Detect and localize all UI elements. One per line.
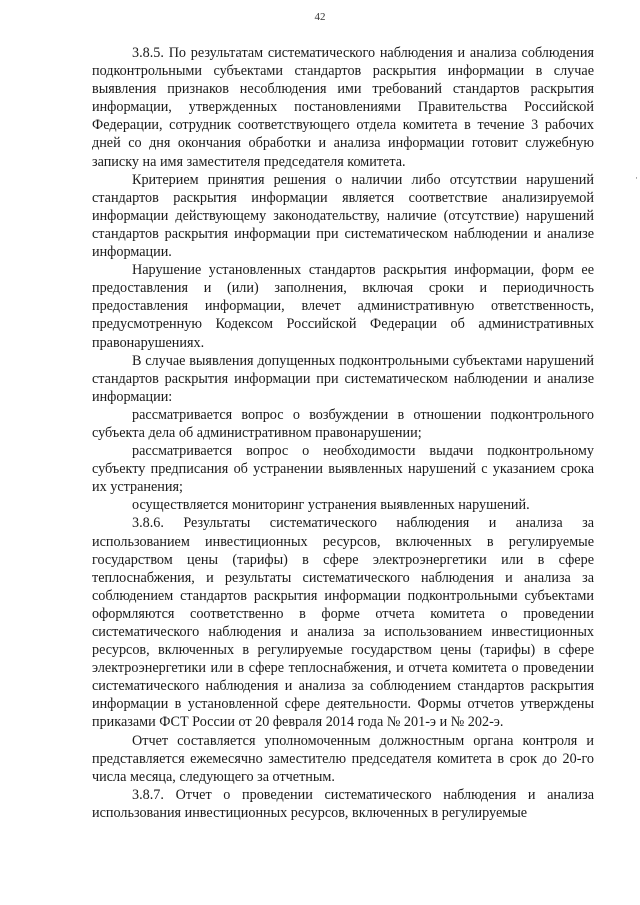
paragraph-violation-liability: Нарушение установленных стандартов раскрытия информации, форм ее предоставления и (или) заполнения, включая сроки и периодичность предоставления информации, влечет административную ответственность, предусмотренную Кодексом Российской Федерации об административных правонарушениях.	[92, 262, 594, 351]
list-item-administrative-case: рассматривается вопрос о возбуждении в отношении подконтрольного субъекта дела об административном правонарушении;	[92, 406, 594, 441]
paragraph-criterion: Критерием принятия решения о наличии либо отсутствии нарушений стандартов раскрытия информации является соответствие анализируемой информации действующему законодательству, наличие (отсутствие) нарушений стандартов раскрытия информации при систематическом наблюдении и анализе информации.	[92, 171, 594, 261]
margin-mark: ·	[635, 173, 638, 183]
paragraph-3-8-7: 3.8.7. Отчет о проведении систематического наблюдения и анализа использования инвестиционных ресурсов, включенных в регулируемые	[92, 786, 594, 821]
paragraph-in-case-of-violations: В случае выявления допущенных подконтрольными субъектами нарушений стандартов раскрытия информации при систематическом наблюдении и анализе информации:	[92, 352, 594, 405]
page-number: 42	[314, 11, 326, 23]
paragraph-3-8-6: 3.8.6. Результаты систематического наблюдения и анализа за использованием инвестиционных ресурсов, включенных в регулируемые государством цены (тарифы) в сфере электроэнергетики или в сфере теплоснабжения, и результаты систематического наблюдения и анализа за соблюдением стандартов раскрытия информации подконтрольными субъектами оформляются соответственно в форме отчета комитета о проведении систематического наблюдения и анализа за использованием инвестиционных ресурсов, включенных в регулируемые государством цены (тарифы) в сфере электроэнергетики или в сфере теплоснабжения, и отчета комитета о проведении систематического наблюдения и анализа за соблюдением стандартов раскрытия информации в установленной сфере деятельности. Формы отчетов утверждены приказами ФСТ России от 20 февраля 2014 года № 201-э и № 202-э.	[92, 515, 594, 731]
paragraph-3-8-5: 3.8.5. По результатам систематического наблюдения и анализа соблюдения подконтрольными субъектами стандартов раскрытия информации в случае выявления признаков несоблюдения ими требований стандартов раскрытия информации, утвержденных постановлениями Правительства Российской Федерации, сотрудник соответствующего отдела комитета в течение 3 рабочих дней со дня окончания обработки и анализа информации готовит служебную записку на имя заместителя председателя комитета.	[92, 45, 594, 170]
document-body	[92, 44, 594, 822]
paragraph-report-submission: Отчет составляется уполномоченным должностным органа контроля и представляется ежемесячно заместителю председателя комитета в срок до 20-го числа месяца, следующего за отчетным.	[92, 732, 594, 785]
list-item-order-issuance: рассматривается вопрос о необходимости выдачи подконтрольному субъекту предписания об устранении выявленных нарушений с указанием срока их устранения;	[92, 443, 594, 496]
list-item-monitoring: осуществляется мониторинг устранения выявленных нарушений.	[132, 497, 530, 514]
